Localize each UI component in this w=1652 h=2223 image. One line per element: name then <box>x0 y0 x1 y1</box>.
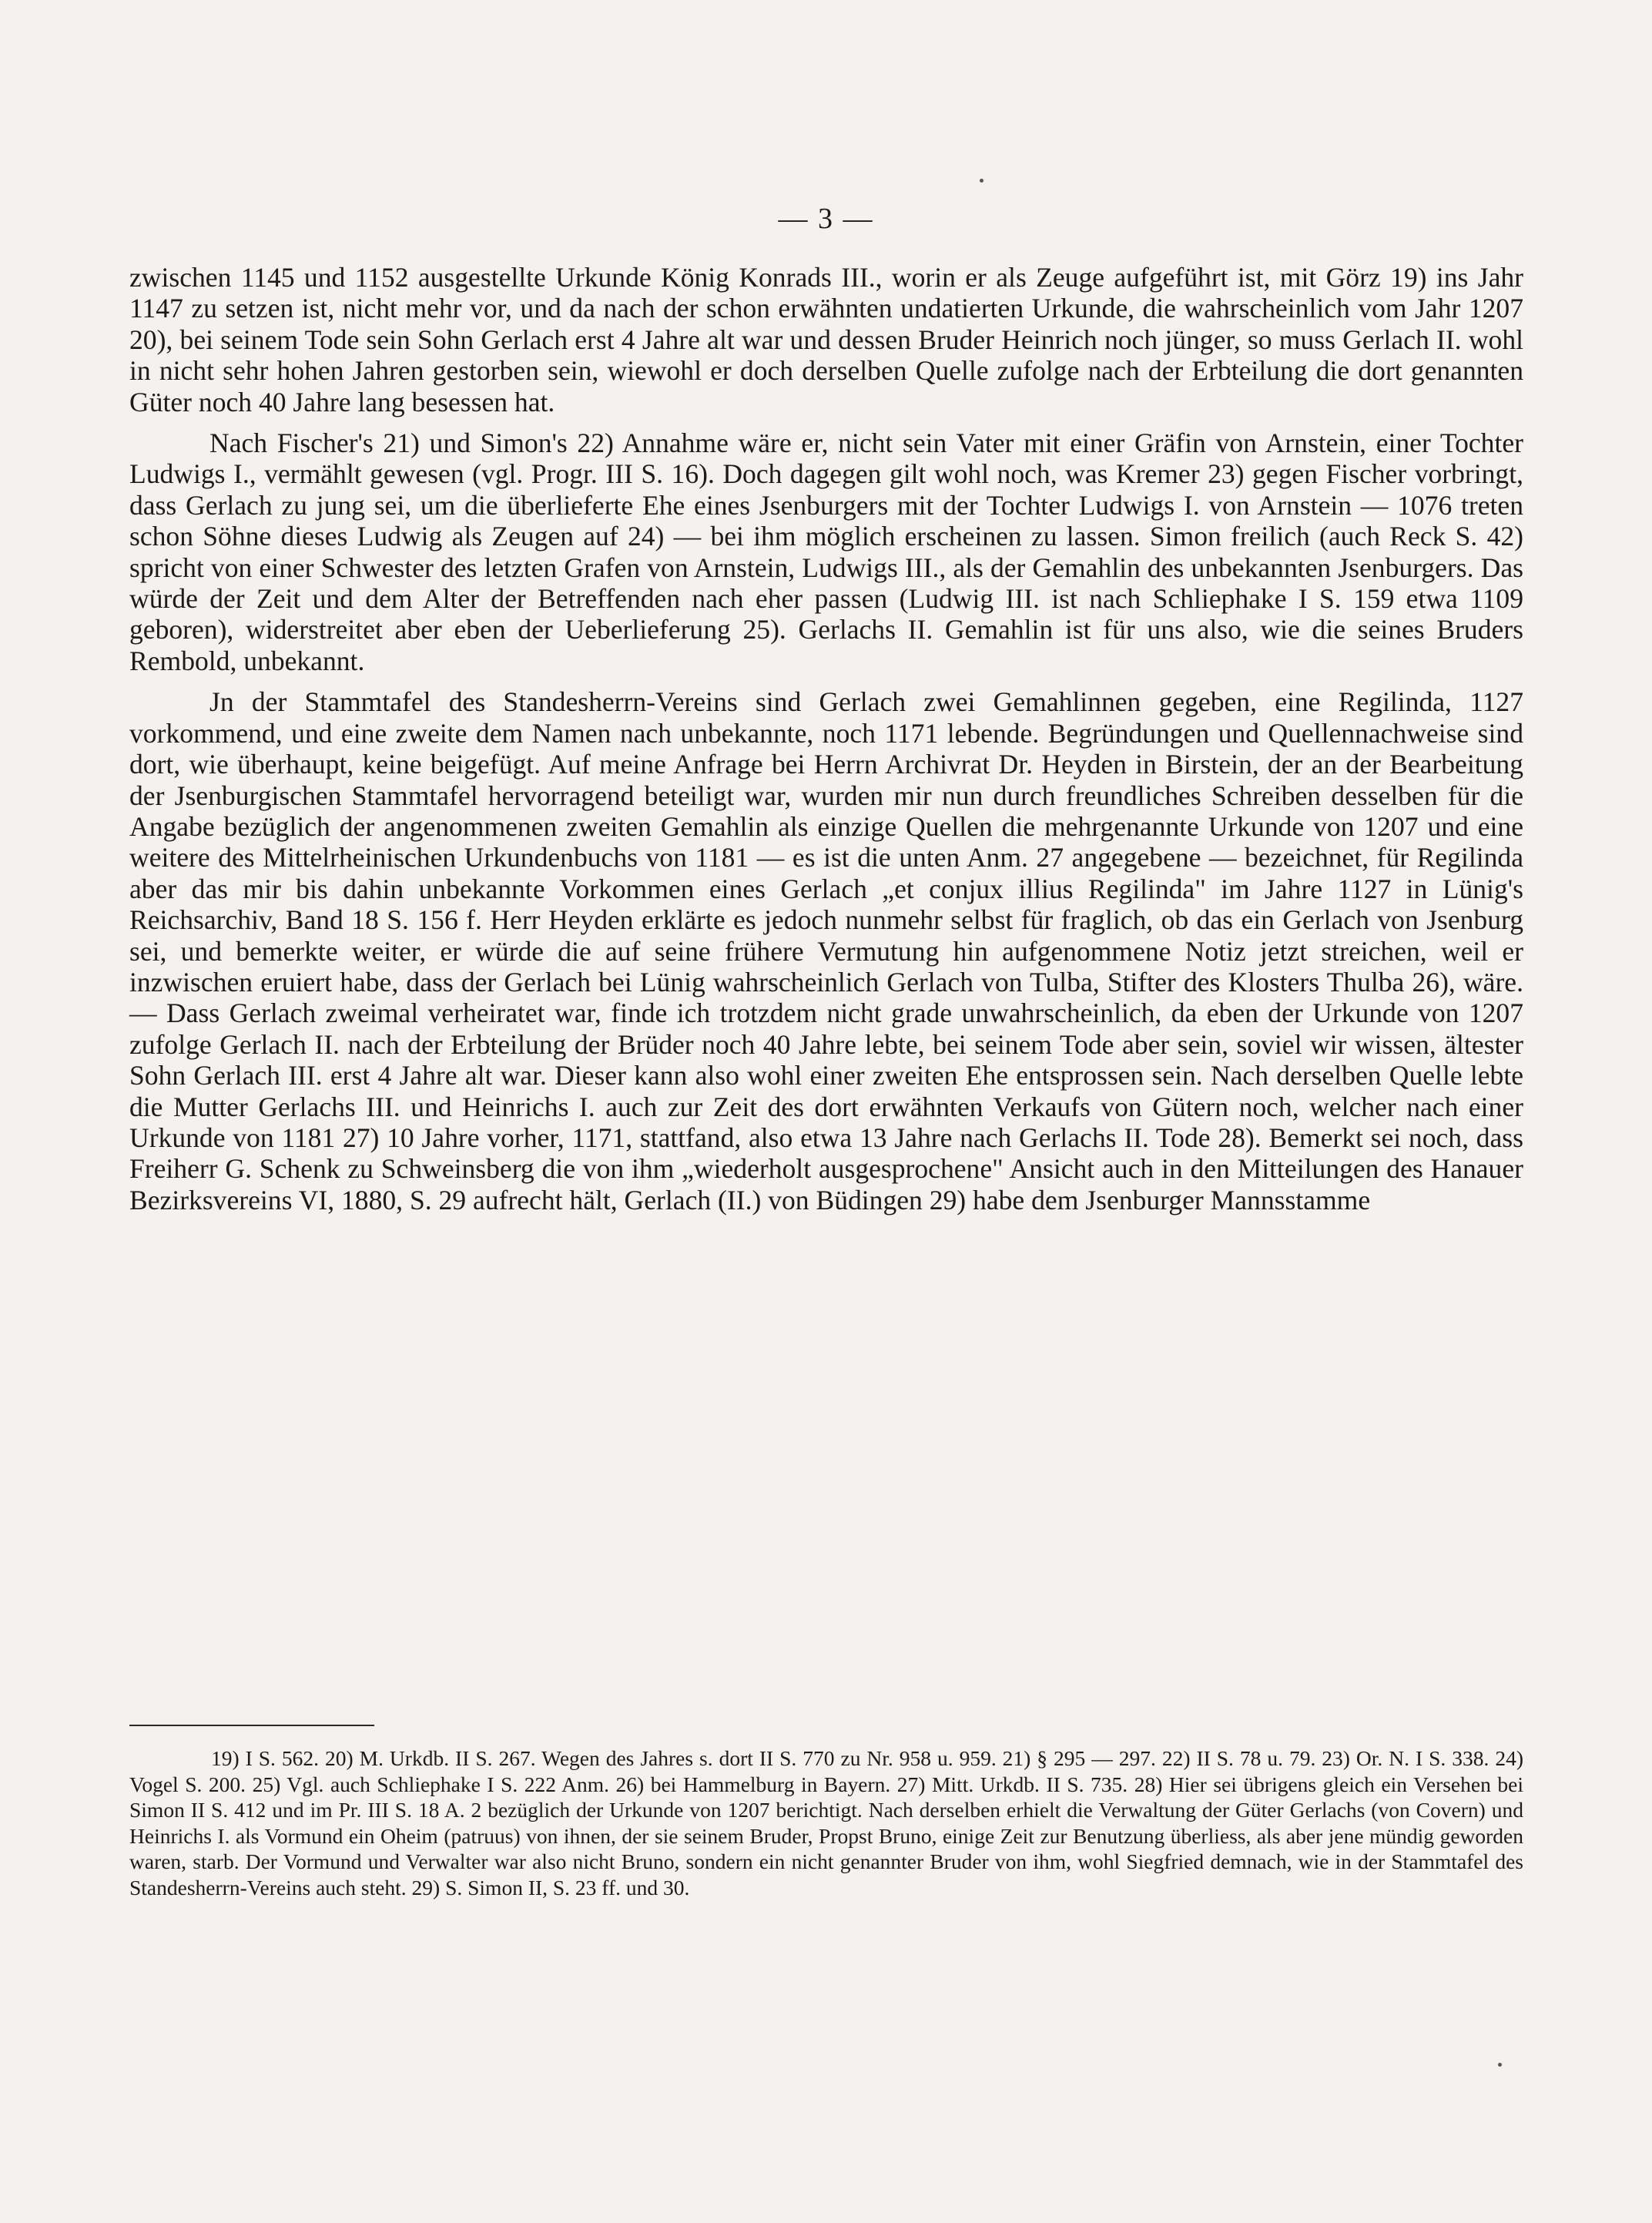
main-text <box>129 262 1523 1215</box>
print-speck <box>1498 2063 1502 2067</box>
print-speck <box>980 179 983 183</box>
paragraph-3: Jn der Stammtafel des Standesherrn-Vereins sind Gerlach zwei Gemahlinnen gegeben, eine Regilinda, 1127 vorkommend, und eine zweite dem Namen nach unbekannte, noch 1171 lebende. Begründungen und Quellennachweise sind dort, wie überhaupt, keine beigefügt. Auf meine Anfrage bei Herrn Archivrat Dr. Heyden in Birstein, der an der Bearbeitung der Jsenburgischen Stammtafel hervorragend beteiligt war, wurden mir nun durch freundliches Schreiben desselben für die Angabe bezüglich der angenommenen zweiten Gemahlin als einzige Quellen die mehrgenannte Urkunde von 1207 und eine weitere des Mittelrheinischen Urkundenbuchs von 1181 — es ist die unten Anm. 27 angegebene — bezeichnet, für Regilinda aber das mir bis dahin unbekannte Vorkommen eines Gerlach „et conjux illius Regilinda" im Jahre 1127 in Lünig's Reichsarchiv, Band 18 S. 156 f. Herr Heyden erklärte es jedoch nunmehr selbst für fraglich, ob das ein Gerlach von Jsenburg sei, und bemerkte weiter, er würde die auf seine frühere Vermutung hin aufgenommene Notiz jetzt streichen, weil er inzwischen eruiert habe, dass der Gerlach bei Lünig wahrscheinlich Gerlach von Tulba, Stifter des Klosters Thulba 26), wäre. — Dass Gerlach zweimal verheiratet war, finde ich trotzdem nicht grade unwahrscheinlich, da eben der Urkunde von 1207 zufolge Gerlach II. nach der Erbteilung der Brüder noch 40 Jahre lebte, bei seinem Tode aber sein, soviel wir wissen, ältester Sohn Gerlach III. erst 4 Jahre alt war. Dieser kann also wohl einer zweiten Ehe entsprossen sein. Nach derselben Quelle lebte die Mutter Gerlachs III. und Heinrichs I. auch zur Zeit des dort erwähnten Verkaufs von Gütern noch, welcher nach einer Urkunde von 1181 27) 10 Jahre vorher, 1171, stattfand, also etwa 13 Jahre nach Gerlachs II. Tode 28). Bemerkt sei noch, dass Freiherr G. Schenk zu Schweinsberg die von ihm „wiederholt ausgesprochene" Ansicht auch in den Mitteilungen des Hanauer Bezirksvereins VI, 1880, S. 29 aufrecht hält, Gerlach (II.) von Büdingen 29) habe dem Jsenburger Mannsstamme <box>129 686 1523 1215</box>
paragraph-2: Nach Fischer's 21) und Simon's 22) Annahme wäre er, nicht sein Vater mit einer Gräfin von Arnstein, einer Tochter Ludwigs I., vermählt gewesen (vgl. Progr. III S. 16). Doch dagegen gilt wohl noch, was Kremer 23) gegen Fischer vorbringt, dass Gerlach zu jung sei, um die überlieferte Ehe eines Jsenburgers mit der Tochter Ludwigs I. von Arnstein — 1076 treten schon Söhne dieses Ludwig als Zeugen auf 24) — bei ihm möglich erscheinen zu lassen. Simon freilich (auch Reck S. 42) spricht von einer Schwester des letzten Grafen von Arnstein, Ludwigs III., als der Gemahlin des unbekannten Jsenburgers. Das würde der Zeit und dem Alter der Betreffenden nach eher passen (Ludwig III. ist nach Schliephake I S. 159 etwa 1109 geboren), widerstreitet aber eben der Ueberlieferung 25). Gerlachs II. Gemahlin ist für uns also, wie die seines Bruders Rembold, unbekannt. <box>129 428 1523 676</box>
footnote-divider <box>129 1725 374 1726</box>
paragraph-1: zwischen 1145 und 1152 ausgestellte Urkunde König Konrads III., worin er als Zeuge aufgeführt ist, mit Görz 19) ins Jahr 1147 zu setzen ist, nicht mehr vor, und da nach der schon erwähnten undatierten Urkunde, die wahrscheinlich vom Jahr 1207 20), bei seinem Tode sein Sohn Gerlach erst 4 Jahre alt war und dessen Bruder Heinrich noch jünger, so muss Gerlach II. wohl in nicht sehr hohen Jahren gestorben sein, wiewohl er doch derselben Quelle zufolge nach der Erbteilung die dort genannten Güter noch 40 Jahre lang besessen hat. <box>129 262 1523 417</box>
page-number: — 3 — <box>778 203 874 235</box>
footnotes: 19) I S. 562. 20) M. Urkdb. II S. 267. Wegen des Jahres s. dort II S. 770 zu Nr. 958 u. 959. 21) § 295 — 297. 22) II S. 78 u. 79. 23) Or. N. I S. 338. 24) Vogel S. 200. 25) Vgl. auch Schliephake I S. 222 Anm. 26) bei Hammelburg in Bayern. 27) Mitt. Urkdb. II S. 735. 28) Hier sei übrigens gleich ein Versehen bei Simon II S. 412 und im Pr. III S. 18 A. 2 bezüglich der Urkunde von 1207 berichtigt. Nach derselben erhielt die Verwaltung der Güter Gerlachs (von Covern) und Heinrichs I. als Vormund ein Oheim (patruus) von ihnen, der sie seinem Bruder, Propst Bruno, einige Zeit zur Benutzung überliess, als aber jene mündig geworden waren, starb. Der Vormund und Verwalter war also nicht Bruno, sondern ein nicht genannter Bruder von ihm, wohl Siegfried demnach, wie in der Stammtafel des Standesherrn-Vereins auch steht. 29) S. Simon II, S. 23 ff. und 30. <box>129 1746 1523 1899</box>
